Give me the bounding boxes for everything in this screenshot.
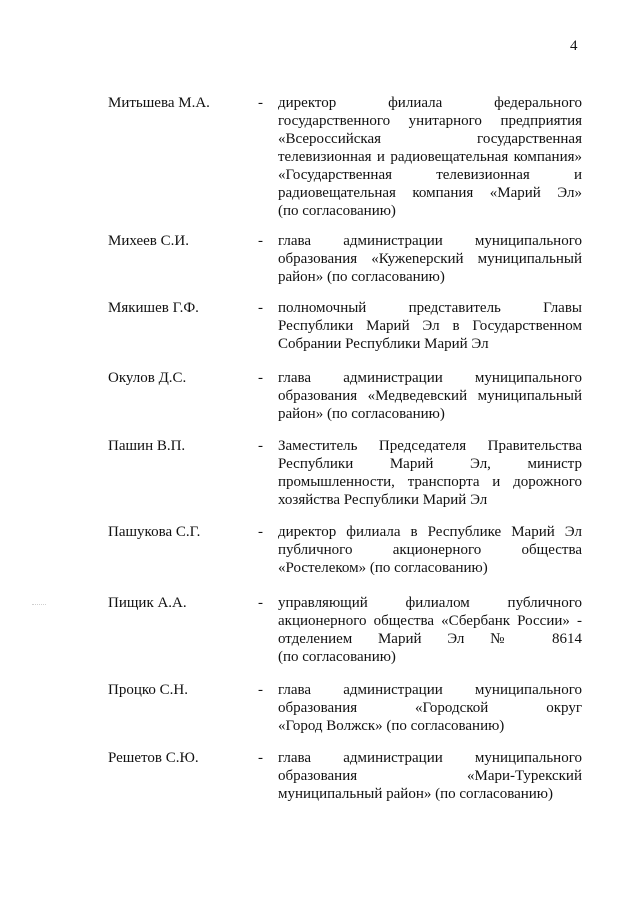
member-name: Мякишев Г.Ф.: [108, 300, 199, 316]
member-name: Михеев С.И.: [108, 233, 189, 249]
position-line: Республики Марий Эл, министр: [278, 456, 582, 472]
member-position: [278, 232, 582, 286]
position-line: образования «Медведевский муниципальный: [278, 388, 582, 404]
position-line: акционерного общества «Сбербанк России» -: [278, 613, 582, 629]
member-position: [278, 681, 582, 735]
position-line: директор филиала в Республике Марий Эл: [278, 524, 582, 540]
position-line: район» (по согласованию): [278, 406, 445, 422]
position-line: образования «Мари-Турекский: [278, 768, 582, 784]
member-position: [278, 749, 582, 803]
page-number: 4: [570, 38, 578, 54]
position-line: муниципальный район» (по согласованию): [278, 786, 554, 802]
separator-dash: -: [258, 370, 263, 386]
separator-dash: -: [258, 524, 263, 540]
position-line: (по согласованию): [278, 203, 396, 219]
member-name: Пашукова С.Г.: [108, 524, 201, 540]
scan-speck: [32, 604, 46, 606]
position-line: «Город Волжск» (по согласованию): [278, 718, 505, 734]
position-line: полномочный представитель Главы: [278, 300, 582, 316]
position-line: отделением Марий Эл № 8614: [278, 631, 582, 647]
member-position: [278, 523, 582, 577]
separator-dash: -: [258, 595, 263, 611]
separator-dash: -: [258, 682, 263, 698]
member-position: [278, 94, 582, 220]
position-line: образования «Кужenерский муниципальный: [278, 251, 582, 267]
member-name: Пищик А.А.: [108, 595, 187, 611]
member-name: Окулов Д.С.: [108, 370, 187, 386]
position-line: образования «Городской округ: [278, 700, 582, 716]
member-name: Решетов С.Ю.: [108, 750, 199, 766]
position-line: «Всероссийская государственная: [278, 131, 582, 147]
member-position: [278, 437, 582, 509]
position-line: Республики Марий Эл в Государственном: [278, 318, 582, 334]
separator-dash: -: [258, 438, 263, 454]
separator-dash: -: [258, 95, 263, 111]
member-position: [278, 594, 582, 666]
member-name: Митьшева М.А.: [108, 95, 210, 111]
member-position: [278, 299, 582, 353]
position-line: телевизионная и радиовещательная компания»: [278, 149, 582, 165]
position-line: управляющий филиалом публичного: [278, 595, 582, 611]
position-line: промышленности, транспорта и дорожного: [278, 474, 582, 490]
position-line: глава администрации муниципального: [278, 233, 582, 249]
position-line: (по согласованию): [278, 649, 396, 665]
separator-dash: -: [258, 300, 263, 316]
member-position: [278, 369, 582, 423]
member-name: Пашин В.П.: [108, 438, 186, 454]
position-line: Собрании Республики Марий Эл: [278, 336, 489, 352]
position-line: директор филиала федерального: [278, 95, 582, 111]
position-line: «Государственная телевизионная и: [278, 167, 582, 183]
position-line: глава администрации муниципального: [278, 370, 582, 386]
position-line: хозяйства Республики Марий Эл: [278, 492, 488, 508]
position-line: район» (по согласованию): [278, 269, 445, 285]
position-line: радиовещательная компания «Марий Эл»: [278, 185, 582, 201]
separator-dash: -: [258, 750, 263, 766]
member-name: Процко С.Н.: [108, 682, 188, 698]
position-line: глава администрации муниципального: [278, 750, 582, 766]
position-line: глава администрации муниципального: [278, 682, 582, 698]
position-line: государственного унитарного предприятия: [278, 113, 582, 129]
position-line: публичного акционерного общества: [278, 542, 582, 558]
position-line: «Ростелеком» (по согласованию): [278, 560, 488, 576]
separator-dash: -: [258, 233, 263, 249]
position-line: Заместитель Председателя Правительства: [278, 438, 582, 454]
